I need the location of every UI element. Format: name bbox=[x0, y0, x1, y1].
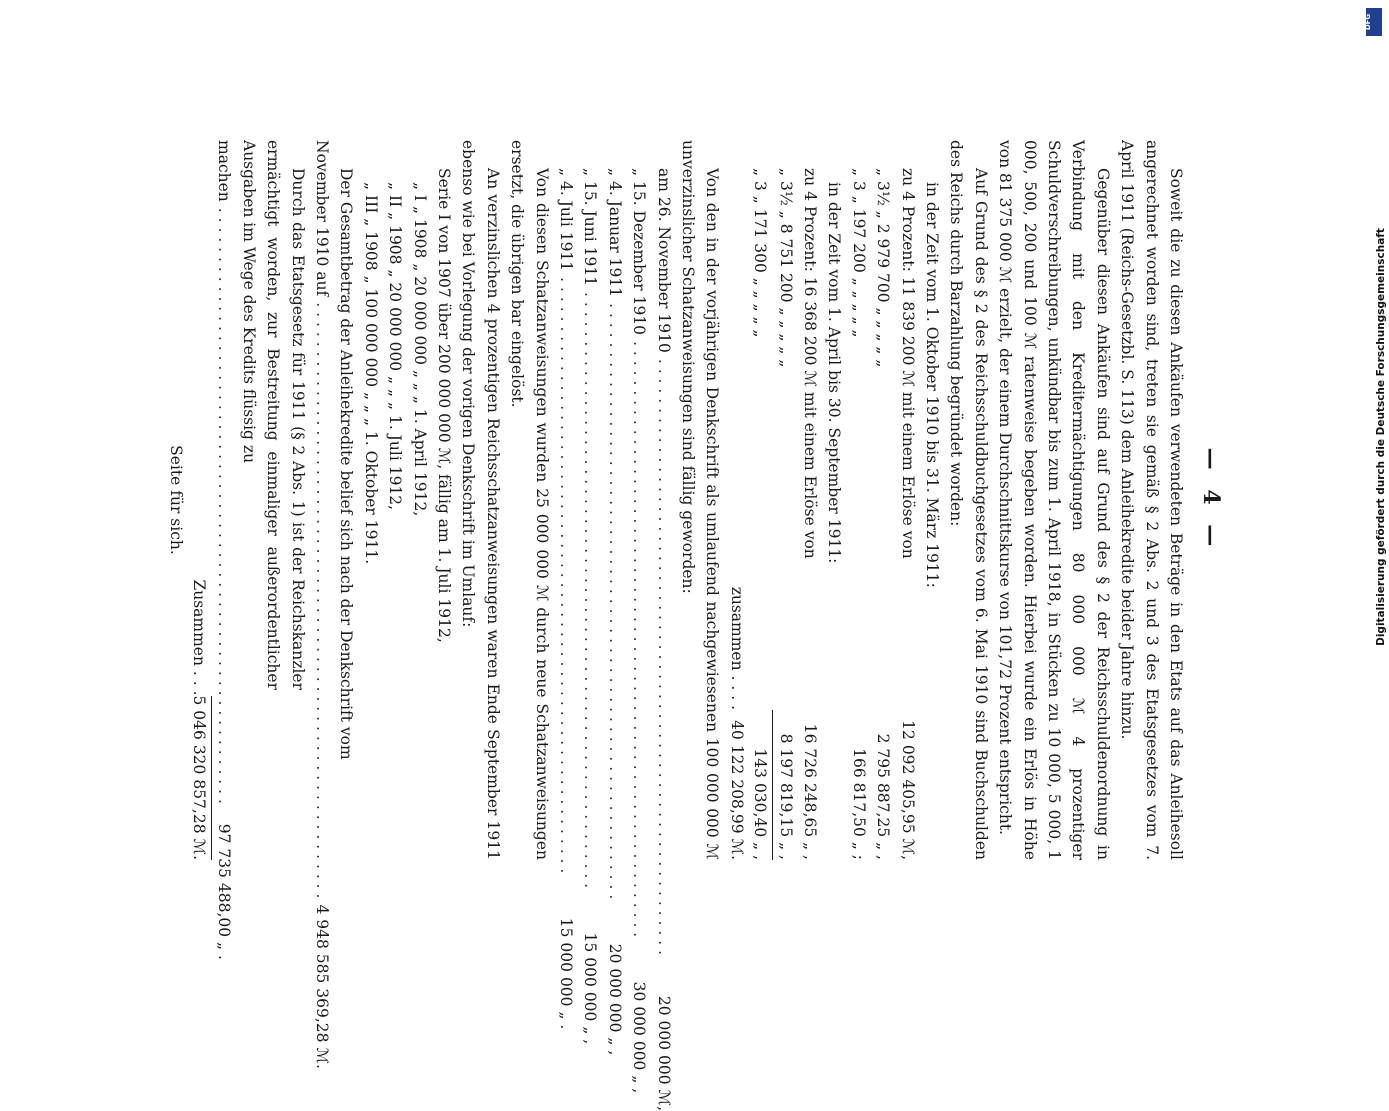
table-row bbox=[895, 140, 919, 860]
row-amount: 97 735 488,00 „ . bbox=[215, 823, 234, 960]
row-label: zu 4 Prozent: 16 368 200 ℳ mit einem Erlöse von bbox=[800, 168, 819, 559]
list-item bbox=[602, 140, 626, 1056]
paragraph-4: Von den in der vorjährigen Denkschrift als umlaufend nachgewiesenen 100 000 000 ℳ unverzinslicher Schatzanweisungen sind fällig geworden: bbox=[679, 140, 722, 860]
series-item: „ I „ 1908 „ 20 000 000 „ „ „ 1. April 1912, bbox=[410, 182, 429, 517]
page-body bbox=[163, 140, 1188, 1111]
series-item: Serie I von 1907 über 200 000 000 ℳ, fällig am 1. Juli 1912, bbox=[435, 168, 454, 643]
paragraph-5: Von diesen Schatzanweisungen wurden 25 000 000 ℳ durch neue Schatzanweisungen ersetzt, die übrigen bar eingelöst. bbox=[508, 140, 551, 860]
total-amount: 40 122 208,99 ℳ. bbox=[727, 720, 746, 860]
total-row bbox=[724, 140, 748, 860]
page-number: — 4 — bbox=[1198, 447, 1224, 553]
credit-row bbox=[212, 140, 236, 960]
due-date: „ 4. Juli 1911 bbox=[557, 168, 576, 272]
paragraph-6: An verzinslichen 4 prozentigen Reichsschatzanweisungen waren Ende September 1911 ebenso wie bei Vorlegung der vorigen Denkschrift im Umlauf: bbox=[459, 140, 502, 860]
row-amount: 4 948 585 369,28 ℳ. bbox=[313, 904, 332, 1069]
list-item bbox=[627, 140, 651, 1094]
due-date: am 26. November 1910 bbox=[654, 168, 673, 353]
total-label: zusammen . . . . bbox=[727, 586, 746, 710]
row-amount: 2 795 887,25 „ , bbox=[874, 733, 893, 860]
table-row bbox=[798, 140, 822, 860]
due-amount: 20 000 000 ℳ, bbox=[654, 995, 673, 1111]
row-amount: 12 092 405,95 ℳ, bbox=[898, 720, 917, 860]
row-label: November 1910 auf bbox=[313, 140, 332, 297]
period-2-heading: in der Zeit vom 1. April bis 30. September 1911: bbox=[825, 182, 844, 564]
list-item bbox=[578, 140, 602, 1045]
due-date: „ 15. Juni 1911 bbox=[581, 168, 600, 287]
due-amount: 20 000 000 „ , bbox=[605, 943, 624, 1056]
row-label: „ 3 „ 171 300 „ „ „ „ „ bbox=[751, 168, 770, 338]
row-amount: 8 197 819,15 „ , bbox=[776, 733, 795, 860]
period-1-heading: in der Zeit vom 1. Oktober 1910 bis 31. März 1911: bbox=[922, 182, 941, 588]
row-label: „ 3 „ 197 200 „ „ „ „ „ bbox=[849, 168, 868, 338]
due-amount: 15 000 000 „ , bbox=[581, 932, 600, 1045]
table-row bbox=[846, 140, 870, 860]
row-label: machen bbox=[215, 140, 234, 202]
due-amount: 30 000 000 „ , bbox=[630, 981, 649, 1094]
due-amount: 15 000 000 „ . bbox=[557, 917, 576, 1030]
footer-note: Seite für sich. bbox=[166, 445, 185, 555]
row-amount: 16 726 248,65 „ , bbox=[800, 723, 819, 860]
row-label: zu 4 Prozent: 11 839 200 ℳ mit einem Erlöse von bbox=[898, 168, 917, 559]
credit-text: Digitalisierung gefördert durch die Deutsche Forschungsgemeinschaft bbox=[1375, 228, 1387, 646]
paragraph-1: Soweit die zu diesen Ankäufen verwendeten Beträge in den Etats auf das Anleihesoll angerechnet worden sind, treten sie gemäß § 2 Abs. 2 und 3 des Etatsgesetzes vom 7. April 1911 (Reichs-Gesetzbl. S. 113) dem Anleihekredite beider Jahre hinzu. bbox=[1118, 140, 1185, 860]
paragraph-7: Der Gesamtbetrag der Anleihekredite belief sich nach der Denkschrift vom bbox=[337, 168, 356, 760]
credit-total-row bbox=[310, 140, 334, 1069]
grand-total-label: Zusammen . . . bbox=[190, 579, 209, 696]
digitization-credit bbox=[1372, 10, 1386, 990]
due-date: „ 4. Januar 1911 bbox=[605, 168, 624, 298]
grand-total-row bbox=[188, 140, 212, 860]
row-label: „ 3½ „ 2 979 700 „ „ „ „ „ bbox=[874, 168, 893, 368]
paragraph-8: Durch das Etatsgesetz für 1911 (§ 2 Abs. 1) ist der Reichskanzler ermächtigt worden, zur Bestreitung einmaliger außerordentlicher Ausgaben im Wege des Kredits flüssig zu bbox=[239, 140, 307, 690]
table-row bbox=[871, 140, 895, 860]
table-row bbox=[773, 140, 797, 860]
due-date: „ 15. Dezember 1910 bbox=[630, 168, 649, 336]
paragraph-3: Auf Grund des § 2 des Reichsschuldbuchgesetzes vom 6. Mai 1910 sind Buchschulden des Reichs durch Barzahlung begründet worden: bbox=[947, 140, 990, 860]
series-item: „ II „ 1908 „ 20 000 000 „ „ „ 1. Juli 1912, bbox=[386, 182, 405, 511]
row-amount: 166 817,50 „ ; bbox=[849, 748, 868, 860]
list-item bbox=[651, 140, 675, 1111]
series-item: „ III „ 1908 „ 100 000 000 „ „ „ 1. Oktober 1911. bbox=[361, 182, 380, 565]
row-label: „ 3½ „ 8 751 200 „ „ „ „ „ bbox=[776, 168, 795, 368]
dfg-logo-icon: DFG bbox=[1366, 8, 1382, 36]
table-row bbox=[749, 140, 773, 860]
document-page bbox=[150, 140, 1230, 1111]
row-amount: 143 030,40 „ , bbox=[748, 710, 773, 860]
grand-total-amount: 5 046 320 857,28 ℳ. bbox=[187, 696, 212, 860]
paragraph-2: Gegenüber diesen Ankäufen sind auf Grund des § 2 der Reichsschuldenordnung in Verbindung mit den Kreditermächtigungen 80 000 000 ℳ 4 prozentiger Schuldverschreibungen, unkündbar bis zum 1. April 1918, in Stücken zu 10 000, 5 000, 1 000, 500, 200 und 100 ℳ ratenweise begeben worden. Hierbei wurde ein Erlös in Höhe von 81 375 000 ℳ erzielt, der einem Durchschnittskurse von 101,72 Prozent entspricht. bbox=[996, 140, 1112, 860]
list-item bbox=[554, 140, 578, 1030]
